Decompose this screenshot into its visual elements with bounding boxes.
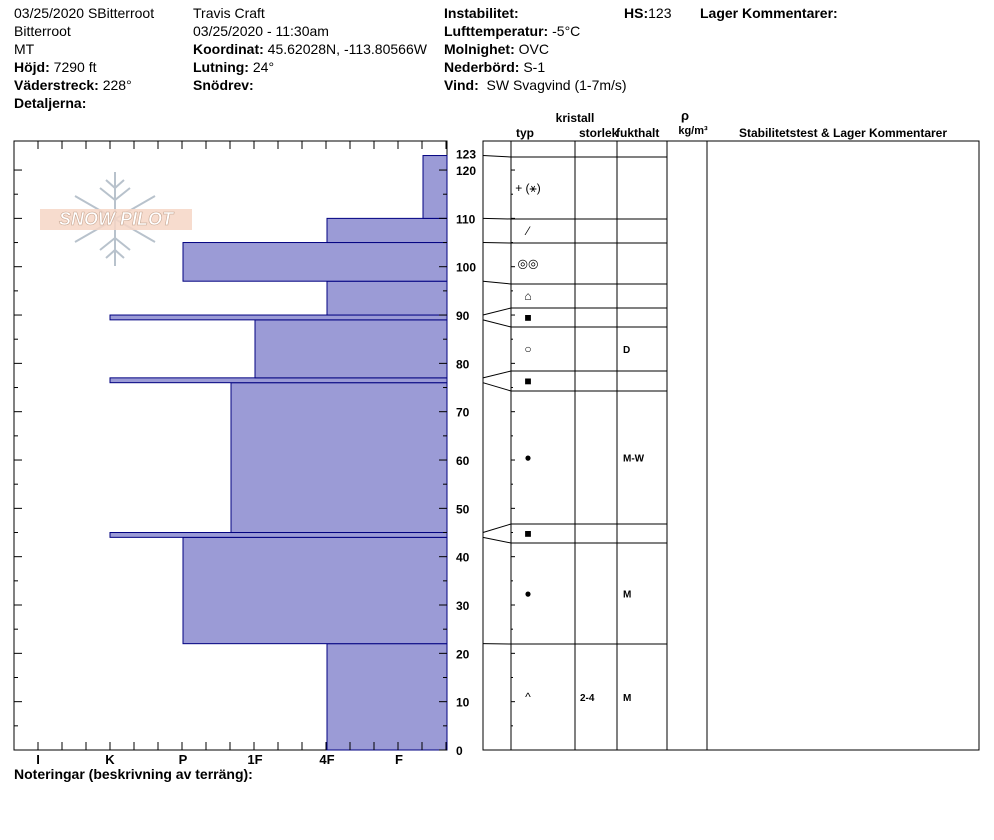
- y-tick-label: 70: [456, 405, 470, 420]
- col-header-kristall: kristall: [555, 111, 595, 125]
- col-header-storlek: storlek: [579, 126, 619, 140]
- layer-connector: [483, 524, 511, 533]
- observation-datetime: 03/25/2020 - 11:30am: [193, 23, 329, 39]
- col-header-typ: typ: [516, 126, 534, 140]
- y-tick-label: 90: [456, 309, 470, 324]
- hardness-tick-label: 1F: [247, 752, 263, 767]
- crystal-type-symbol: ■: [524, 310, 532, 325]
- crystal-type-symbol: ■: [524, 374, 532, 388]
- hardness-bar: [183, 537, 447, 643]
- moisture-value: M-W: [623, 453, 645, 465]
- layer-table-frame: [483, 141, 979, 750]
- hardness-bar: [110, 378, 447, 383]
- hardness-bar: [327, 644, 447, 750]
- lutning-value: 24°: [252, 59, 275, 75]
- y-tick-label: 80: [456, 357, 470, 372]
- hardness-bar: [183, 243, 447, 282]
- koordinat-label: Koordinat:: [193, 41, 264, 57]
- moisture-value: M: [623, 589, 632, 601]
- hardness-tick-label: P: [178, 752, 188, 767]
- location-line-1: 03/25/2020 SBitterroot: [14, 5, 155, 21]
- hardness-bar: [110, 533, 447, 538]
- hardness-bar: [327, 218, 447, 242]
- moisture-value: M: [623, 693, 632, 704]
- y-tick-label: 30: [456, 599, 470, 614]
- layer-connector: [483, 320, 511, 327]
- y-tick-label: 110: [456, 212, 476, 227]
- y-tick-label: 10: [456, 695, 470, 710]
- vind-value: SW Svagvind (1-7m/s): [486, 77, 627, 93]
- y-top-label: 123: [456, 147, 477, 162]
- observer-name: Travis Craft: [193, 5, 265, 21]
- molnighet-label: Molnighet:: [444, 41, 515, 57]
- y-tick-label: 20: [456, 647, 470, 662]
- crystal-type-symbol: ■: [524, 526, 532, 541]
- hardness-bar: [255, 320, 447, 378]
- col-header-rho: ρ: [680, 108, 690, 123]
- nederbord-value: S-1: [523, 59, 546, 75]
- koordinat-value: 45.62028N, -113.80566W: [267, 41, 427, 57]
- y-tick-label: 100: [456, 260, 477, 275]
- hojd-label: Höjd:: [14, 59, 50, 75]
- location-line-2: Bitterroot: [14, 23, 71, 39]
- hardness-tick-label: I: [36, 752, 40, 767]
- notes-label: Noteringar (beskrivning av terräng):: [14, 766, 253, 782]
- y-tick-label: 40: [456, 550, 470, 565]
- vind-label: Vind:: [444, 77, 479, 93]
- lager-kommentarer-label: Lager Kommentarer:: [700, 5, 838, 21]
- col-header-stability: Stabilitetstest & Lager Kommentarer: [738, 126, 948, 140]
- moisture-value: D: [623, 345, 631, 356]
- hardness-tick-label: F: [395, 752, 403, 767]
- hs-label: HS:: [624, 5, 649, 21]
- hardness-tick-label: K: [105, 752, 115, 767]
- crystal-type-symbol: ^: [525, 690, 531, 704]
- layer-connector: [483, 383, 511, 391]
- lufttemp-value: -5°C: [552, 23, 581, 39]
- molnighet-value: OVC: [518, 41, 549, 57]
- crystal-type-symbol: ◎◎: [517, 256, 539, 271]
- crystal-type-symbol: + (⚹): [515, 181, 541, 195]
- hardness-tick-label: 4F: [319, 752, 335, 767]
- vaderstreck-value: 228°: [102, 77, 132, 93]
- layer-connector: [483, 281, 511, 284]
- vaderstreck-label: Väderstreck:: [14, 77, 99, 93]
- lufttemp-label: Lufttemperatur:: [444, 23, 549, 39]
- layer-connector: [483, 156, 511, 157]
- col-header-fukthalt: fukthalt: [616, 126, 660, 140]
- hs-value: 123: [648, 5, 672, 21]
- snodrev-label: Snödrev:: [193, 77, 254, 93]
- hojd-value: 7290 ft: [53, 59, 97, 75]
- lutning-label: Lutning:: [193, 59, 249, 75]
- hardness-bar: [423, 156, 447, 219]
- logo-text: SNOW PILOT: [59, 209, 173, 229]
- instabilitet-label: Instabilitet:: [444, 5, 519, 21]
- crystal-type-symbol: ●: [524, 450, 532, 465]
- crystal-size-value: 2-4: [580, 693, 595, 704]
- y-tick-label: 120: [456, 164, 477, 179]
- hardness-bar: [327, 281, 447, 315]
- y-tick-label: 50: [456, 502, 470, 517]
- y-tick-label: 60: [456, 454, 470, 469]
- nederbord-label: Nederbörd:: [444, 59, 520, 75]
- location-line-3: MT: [14, 41, 35, 57]
- crystal-type-symbol: ⁄: [526, 224, 530, 238]
- layer-connector: [483, 537, 511, 543]
- crystal-type-symbol: ○: [524, 342, 532, 356]
- col-header-density-unit: kg/m³: [678, 125, 708, 137]
- hardness-bar: [110, 315, 447, 320]
- crystal-type-symbol: ●: [524, 586, 532, 601]
- layer-connector: [483, 371, 511, 378]
- y-tick-label: 0: [456, 744, 463, 758]
- hardness-bar: [231, 383, 447, 533]
- detaljerna-label: Detaljerna:: [14, 95, 87, 111]
- layer-connector: [483, 218, 511, 219]
- crystal-type-symbol: ⌂: [524, 289, 532, 303]
- layer-connector: [483, 308, 511, 315]
